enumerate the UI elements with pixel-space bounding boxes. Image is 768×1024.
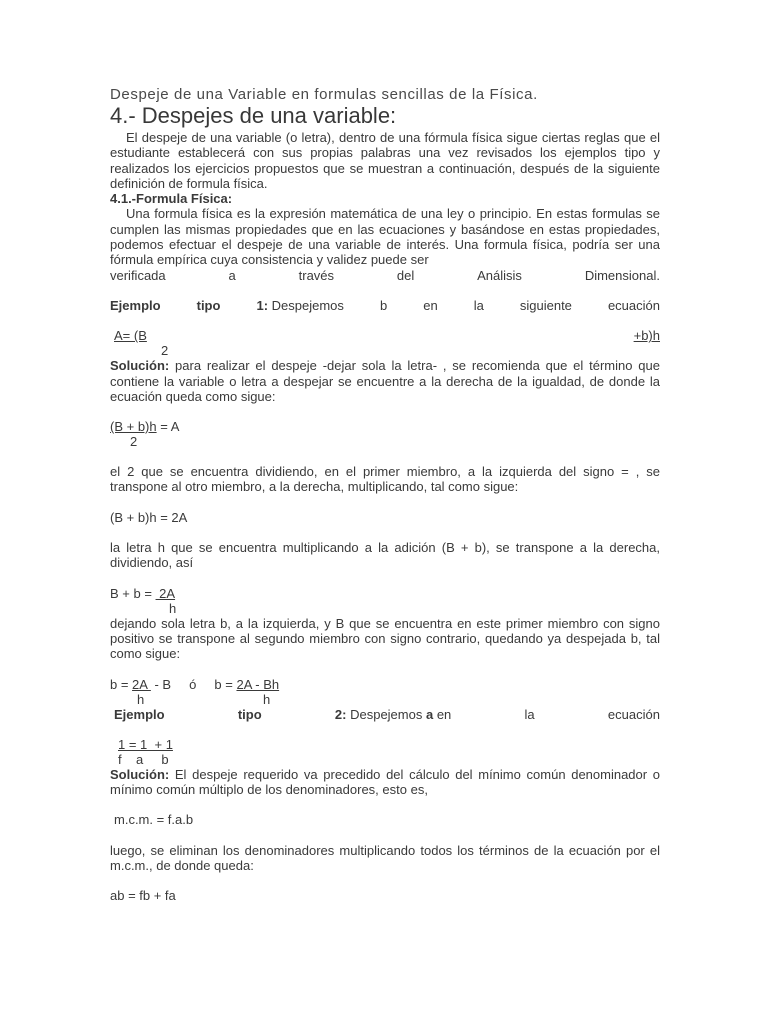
step-2-equation: (B + b)h = 2A xyxy=(110,509,188,525)
definition-last-line: verificada a través del Análisis Dimensional. xyxy=(110,267,660,283)
step-3-numerator: B + b = 2A xyxy=(110,585,176,601)
result-numerator: b = 2A - B ó b = 2A - Bh xyxy=(110,676,280,692)
final-equation: ab = fb + fa xyxy=(110,888,176,904)
intro-paragraph: El despeje de una variable (o letra), dentro de una fórmula física sigue ciertas reglas que el estudiante establecerá con sus propias palabras una vez revisados los ejemplos tipo y realizados los ejercicios propuestos que se muestran a continuación, después de la siguiente definición de formula física. xyxy=(110,130,660,191)
document-subtitle: Despeje de una Variable en formulas sencillas de la Física. xyxy=(110,86,538,103)
document-page xyxy=(110,86,660,904)
equation-1-denominator: 2 xyxy=(161,343,169,359)
example-2-heading: Ejemplo tipo 2: Despejemos a en la ecuación xyxy=(114,706,660,722)
definition-paragraph: Una formula física es la expresión matemática de una ley o principio. En estas formulas se cumplen las mismas propiedades que en las ecuaciones y basándose en estas propiedades, podemos efectuar el despeje de una variable de interés. Una formula física, podría ser una fórmula empírica cuya consistencia y validez puede ser xyxy=(110,206,660,268)
subsection-heading: 4.1.-Formula Física: xyxy=(110,191,233,207)
example-1-heading: Ejemplo tipo 1: Despejemos b en la siguiente ecuación xyxy=(110,297,660,313)
explanation-4: dejando sola letra b, a la izquierda, y B que se encuentra en este primer miembro con signo positivo se transpone al segundo miembro con signo contrario, quedando ya despejada b, tal como sigue: xyxy=(110,615,660,662)
equation-2-numerator: 1 = 1 + 1 xyxy=(118,736,173,752)
result-denominator: h h xyxy=(137,691,271,707)
mcm-equation: m.c.m. = f.a.b xyxy=(114,812,194,828)
equation-1-numerator: A= (B +b)h xyxy=(114,328,660,344)
equation-2-denominator: f a b xyxy=(118,751,169,767)
step-1-denominator: 2 xyxy=(130,434,138,450)
solution-2-paragraph: Solución: El despeje requerido va precedido del cálculo del mínimo común denominador o mínimo común múltiplo de los denominadores, esto es, xyxy=(110,766,660,798)
explanation-2: el 2 que se encuentra dividiendo, en el primer miembro, a la izquierda del signo = , se transpone al otro miembro, a la derecha, multiplicando, tal como sigue: xyxy=(110,464,660,495)
step-1-numerator: (B + b)h = A xyxy=(110,419,180,435)
section-title: 4.- Despejes de una variable: xyxy=(110,103,397,128)
step-3-denominator: h xyxy=(169,600,177,616)
solution-1-paragraph: Solución: para realizar el despeje -dejar sola la letra- , se recomienda que el término que contiene la variable o letra a despejar se encuentre a la derecha de la igualdad, de donde la ecuación queda como sigue: xyxy=(110,358,660,404)
explanation-5: luego, se eliminan los denominadores multiplicando todos los términos de la ecuación por el m.c.m., de donde queda: xyxy=(110,842,660,874)
explanation-3: la letra h que se encuentra multiplicando a la adición (B + b), se transpone a la derecha, dividiendo, así xyxy=(110,540,660,571)
